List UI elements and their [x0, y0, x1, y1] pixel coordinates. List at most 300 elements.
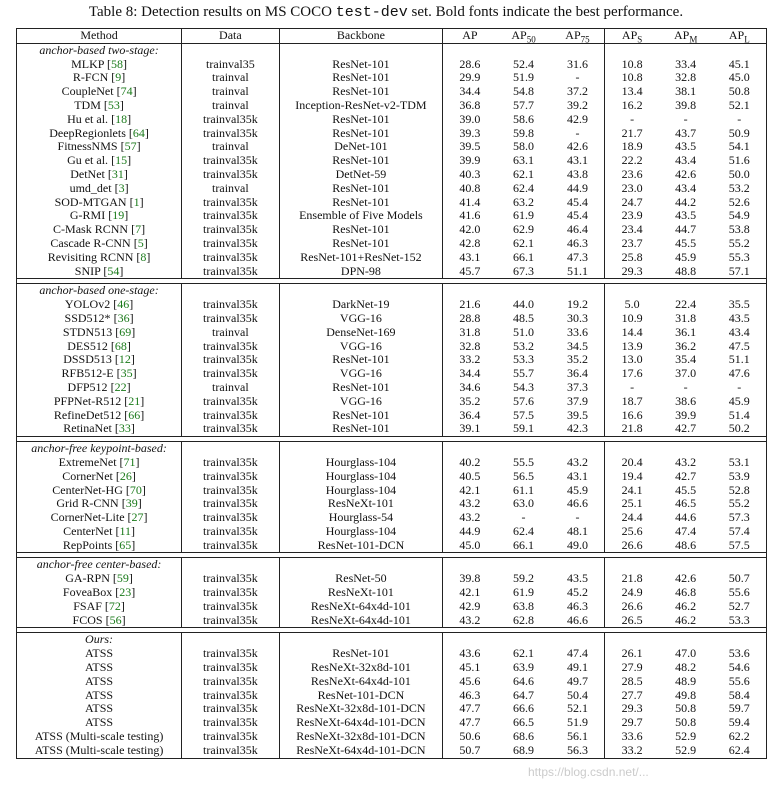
table-row — [17, 484, 767, 498]
citation-link[interactable]: 56 — [109, 612, 122, 627]
cell-aps: 29.3 — [621, 701, 643, 716]
cell-backbone: ResNet-101 — [279, 71, 443, 85]
cell-aps: 26.6 — [621, 598, 643, 613]
cell-ap75: 30.3 — [551, 312, 605, 326]
cell-ap50: 58.0 — [513, 139, 535, 154]
cell-data: trainval35k — [182, 716, 280, 730]
table-row — [17, 367, 767, 381]
section-header — [17, 442, 767, 456]
cell-ap: 40.8 — [459, 180, 481, 195]
cell-data: trainval35k — [182, 409, 280, 423]
cell-ap75: 49.1 — [551, 661, 605, 675]
cell-ap: 43.2 — [459, 510, 481, 525]
table-row — [17, 702, 767, 716]
watermark: https://blog.csdn.net/... — [528, 765, 649, 779]
cell-data: trainval35k — [182, 127, 280, 141]
table-row — [17, 497, 767, 511]
cell-method: ExtremeNet [71] — [17, 456, 182, 470]
cell-apl: 57.5 — [713, 539, 767, 553]
table-row — [17, 586, 767, 600]
cell-backbone: Hourglass-54 — [279, 511, 443, 525]
cell-apm: 50.8 — [675, 715, 697, 730]
cell-apl: 45.1 — [713, 58, 767, 72]
cell-method: Hu et al. [18] — [17, 113, 182, 127]
cell-backbone: Hourglass-104 — [279, 525, 443, 539]
cell-method: ATSS — [17, 716, 182, 730]
cell-apm: 39.9 — [675, 407, 697, 422]
cell-ap50: 56.5 — [513, 468, 535, 483]
cell-aps: 10.9 — [621, 310, 643, 325]
cell-data: trainval35k — [182, 154, 280, 168]
cell-ap50: 62.4 — [513, 180, 535, 195]
cell-apl: 45.0 — [713, 71, 767, 85]
cell-method: RetinaNet [33] — [17, 422, 182, 436]
cell-method: GA-RPN [59] — [17, 572, 182, 586]
cell-aps: 25.8 — [621, 249, 643, 264]
cell-data: trainval35k — [182, 744, 280, 758]
cell-apm: 46.2 — [675, 612, 697, 627]
cell-ap50: 48.5 — [513, 310, 535, 325]
citation-link[interactable]: 68 — [114, 338, 127, 353]
cell-backbone: ResNet-101 — [279, 422, 443, 436]
cell-method: DSSD513 [12] — [17, 353, 182, 367]
cell-backbone: ResNet-101 — [279, 353, 443, 367]
cell-data: trainval35k — [182, 422, 280, 436]
cell-ap75: 49.0 — [551, 539, 605, 553]
cell-ap75: 43.8 — [551, 168, 605, 182]
cell-ap75: 47.4 — [551, 647, 605, 661]
cell-data: trainval35k — [182, 340, 280, 354]
cell-method: TDM [53] — [17, 99, 182, 113]
cell-ap50: 62.8 — [513, 612, 535, 627]
cell-ap50: 54.8 — [513, 84, 535, 99]
citation-link[interactable]: 5 — [137, 235, 144, 250]
cell-aps: 25.6 — [621, 523, 643, 538]
cell-ap: 42.9 — [459, 598, 481, 613]
cell-aps: 16.6 — [621, 407, 643, 422]
citation-link[interactable]: 21 — [128, 393, 141, 408]
cell-method: SOD-MTGAN [1] — [17, 196, 182, 210]
section-header — [17, 43, 767, 57]
cell-method: YOLOv2 [46] — [17, 298, 182, 312]
cell-ap75: - — [551, 71, 605, 85]
cell-ap: 40.5 — [459, 468, 481, 483]
cell-apl: 54.9 — [713, 209, 767, 223]
cell-data: trainval35k — [182, 395, 280, 409]
citation-link[interactable]: 9 — [115, 70, 122, 85]
cell-apm: 45.9 — [675, 249, 697, 264]
citation-link[interactable]: 46 — [117, 297, 130, 312]
cell-ap: 42.1 — [459, 585, 481, 600]
cell-ap75: 36.4 — [551, 367, 605, 381]
cell-apl: 53.6 — [713, 647, 767, 661]
cell-backbone: DPN-98 — [279, 265, 443, 279]
cell-data: trainval35k — [182, 702, 280, 716]
cell-ap: 45.6 — [459, 673, 481, 688]
citation-link[interactable]: 26 — [119, 468, 132, 483]
cell-method: SNIP [54] — [17, 265, 182, 279]
cell-apm: 49.8 — [675, 687, 697, 702]
table-row — [17, 209, 767, 223]
cell-data: trainval35k — [182, 497, 280, 511]
cell-data: trainval35k — [182, 572, 280, 586]
cell-apm: 33.4 — [675, 56, 697, 71]
cell-ap50: 61.9 — [513, 208, 535, 223]
table-body — [17, 43, 767, 758]
cell-aps: 20.4 — [621, 454, 643, 469]
cell-apm: 43.5 — [675, 208, 697, 223]
table-row — [17, 127, 767, 141]
cell-aps: 24.9 — [621, 585, 643, 600]
cell-data: trainval35k — [182, 209, 280, 223]
citation-link[interactable]: 64 — [132, 125, 145, 140]
cell-data: trainval — [182, 326, 280, 340]
cell-backbone: ResNet-101 — [279, 85, 443, 99]
cell-method: DetNet [31] — [17, 168, 182, 182]
cell-aps: 33.6 — [621, 729, 643, 744]
cell-ap: 39.9 — [459, 153, 481, 168]
cell-aps: 24.7 — [621, 194, 643, 209]
cell-ap: 42.8 — [459, 235, 481, 250]
cell-backbone: ResNeXt-64x4d-101 — [279, 600, 443, 614]
cell-apm: 42.6 — [675, 571, 697, 586]
cell-apl: 52.7 — [713, 600, 767, 614]
cell-backbone: ResNet-101 — [279, 409, 443, 423]
cell-ap50: 61.9 — [513, 585, 535, 600]
table-row — [17, 140, 767, 154]
cell-ap75: 56.3 — [551, 744, 605, 758]
header-ap: AP — [443, 29, 497, 44]
citation-link[interactable]: 18 — [115, 111, 128, 126]
cell-apl: 51.4 — [713, 409, 767, 423]
cell-backbone: ResNet-101-DCN — [279, 539, 443, 553]
table-row — [17, 154, 767, 168]
cell-aps: - — [630, 111, 635, 126]
cell-data: trainval35k — [182, 251, 280, 265]
cell-method: ATSS — [17, 675, 182, 689]
cell-data: trainval35k — [182, 600, 280, 614]
cell-method: Revisiting RCNN [8] — [17, 251, 182, 265]
table-row — [17, 298, 767, 312]
cell-ap50: 59.1 — [513, 421, 535, 436]
citation-link[interactable]: 72 — [108, 598, 121, 613]
cell-method: CenterNet [11] — [17, 525, 182, 539]
cell-method: ATSS (Multi-scale testing) — [17, 730, 182, 744]
cell-method: RefineDet512 [66] — [17, 409, 182, 423]
section-title: anchor-free keypoint-based: — [17, 442, 182, 456]
table-row — [17, 223, 767, 237]
cell-method: umd_det [3] — [17, 182, 182, 196]
citation-link[interactable]: 57 — [124, 139, 137, 154]
cell-aps: 24.4 — [621, 510, 643, 525]
table-row — [17, 661, 767, 675]
cell-backbone: ResNeXt-101 — [279, 497, 443, 511]
cell-apl: 55.6 — [713, 586, 767, 600]
cell-ap75: 19.2 — [551, 298, 605, 312]
cell-data: trainval35k — [182, 539, 280, 553]
cell-ap50: 52.4 — [513, 56, 535, 71]
table-row — [17, 196, 767, 210]
citation-link[interactable]: 39 — [125, 496, 138, 511]
cell-method: R-FCN [9] — [17, 71, 182, 85]
cell-method: FCOS [56] — [17, 614, 182, 628]
cell-apm: 36.2 — [675, 338, 697, 353]
cell-aps: 26.1 — [621, 646, 643, 661]
cell-ap50: 57.5 — [513, 407, 535, 422]
table-row — [17, 58, 767, 72]
citation-link[interactable]: 3 — [118, 180, 125, 195]
cell-ap50: 63.1 — [513, 153, 535, 168]
cell-method: FSAF [72] — [17, 600, 182, 614]
cell-backbone: Hourglass-104 — [279, 456, 443, 470]
cell-data: trainval35k — [182, 237, 280, 251]
cell-backbone: ResNet-101 — [279, 182, 443, 196]
table-row — [17, 572, 767, 586]
citation-link[interactable]: 15 — [115, 153, 128, 168]
citation-link[interactable]: 65 — [119, 537, 132, 552]
cell-apm: 46.8 — [675, 585, 697, 600]
cell-ap75: 42.9 — [551, 113, 605, 127]
cell-ap: 34.4 — [459, 366, 481, 381]
citation-link[interactable]: 66 — [128, 407, 141, 422]
cell-backbone: ResNet-101 — [279, 381, 443, 395]
table-row — [17, 85, 767, 99]
citation-link[interactable]: 12 — [118, 352, 131, 367]
cell-apl: 62.4 — [713, 744, 767, 758]
cell-backbone: DetNet-59 — [279, 168, 443, 182]
cell-ap: 36.4 — [459, 407, 481, 422]
cell-backbone: VGG-16 — [279, 340, 443, 354]
cell-aps: - — [630, 379, 635, 394]
cell-method: G-RMI [19] — [17, 209, 182, 223]
citation-link[interactable]: 22 — [114, 379, 127, 394]
citation-link[interactable]: 53 — [107, 97, 120, 112]
cell-apl: 55.2 — [713, 497, 767, 511]
cell-method: MLKP [58] — [17, 58, 182, 72]
cell-data: trainval35k — [182, 113, 280, 127]
cell-backbone: DarkNet-19 — [279, 298, 443, 312]
cell-ap50: 63.2 — [513, 194, 535, 209]
cell-ap: 50.7 — [443, 744, 497, 758]
citation-link[interactable]: 54 — [107, 263, 120, 278]
cell-ap75: 52.1 — [551, 702, 605, 716]
cell-aps: 26.6 — [621, 537, 643, 552]
cell-aps: 25.1 — [621, 496, 643, 511]
cell-ap75: 42.3 — [551, 422, 605, 436]
cell-apl: 62.2 — [713, 730, 767, 744]
cell-apl: 58.4 — [713, 689, 767, 703]
cell-apm: 52.9 — [659, 744, 713, 758]
cell-backbone: DeNet-101 — [279, 140, 443, 154]
table-row — [17, 395, 767, 409]
table-row — [17, 251, 767, 265]
cell-aps: 29.3 — [621, 263, 643, 278]
cell-data: trainval35k — [182, 661, 280, 675]
citation-link[interactable]: 33 — [118, 421, 131, 436]
cell-ap75: 43.1 — [551, 154, 605, 168]
header-apl: $AP_L$ — [713, 29, 767, 44]
cell-method: Cascade R-CNN [5] — [17, 237, 182, 251]
cell-ap75: 39.5 — [551, 409, 605, 423]
citation-link[interactable]: 19 — [112, 208, 125, 223]
citation-link[interactable]: 58 — [111, 56, 124, 71]
cell-aps: 24.1 — [621, 482, 643, 497]
cell-apm: 37.0 — [675, 366, 697, 381]
cell-apm: 42.7 — [675, 421, 697, 436]
caption-suffix: set. Bold fonts indicate the best performance. — [407, 4, 684, 20]
citation-link[interactable]: 11 — [119, 523, 131, 538]
cell-ap50: 51.0 — [513, 324, 535, 339]
cell-aps: 16.2 — [621, 97, 643, 112]
cell-aps: 13.9 — [621, 338, 643, 353]
cell-data: trainval — [182, 182, 280, 196]
cell-data: trainval35k — [182, 614, 280, 628]
header-ap50: $AP_{50}$ — [497, 29, 551, 44]
cell-ap50: 66.5 — [513, 715, 535, 730]
cell-ap50: 58.6 — [513, 111, 535, 126]
section-title: anchor-based one-stage: — [17, 284, 182, 298]
cell-backbone: ResNet-101 — [279, 127, 443, 141]
cell-ap: 39.3 — [459, 125, 481, 140]
cell-ap: 42.1 — [459, 482, 481, 497]
cell-data: trainval35k — [182, 586, 280, 600]
table-row — [17, 730, 767, 744]
cell-backbone: ResNet-101 — [279, 196, 443, 210]
cell-ap75: 43.2 — [551, 456, 605, 470]
citation-link[interactable]: 71 — [123, 454, 136, 469]
cell-ap75: 46.3 — [551, 237, 605, 251]
cell-backbone: ResNeXt-101 — [279, 586, 443, 600]
citation-link[interactable]: 74 — [120, 84, 133, 99]
section-title: anchor-free center-based: — [17, 558, 182, 572]
cell-ap: 45.1 — [459, 660, 481, 675]
cell-ap: 28.8 — [459, 310, 481, 325]
cell-data: trainval35k — [182, 223, 280, 237]
citation-link[interactable]: 27 — [131, 510, 144, 525]
cell-ap50: 64.6 — [513, 673, 535, 688]
cell-aps: 28.5 — [621, 673, 643, 688]
cell-ap75: 37.3 — [551, 381, 605, 395]
cell-ap: 45.7 — [459, 263, 481, 278]
cell-ap50: 62.1 — [513, 235, 535, 250]
citation-link[interactable]: 35 — [120, 366, 133, 381]
cell-apm: 38.1 — [675, 84, 697, 99]
cell-apl: - — [713, 113, 767, 127]
cell-method: Gu et al. [15] — [17, 154, 182, 168]
cell-ap75: 46.4 — [551, 223, 605, 237]
citation-link[interactable]: 36 — [117, 310, 130, 325]
cell-ap50: 57.7 — [513, 97, 535, 112]
cell-apl: 55.3 — [713, 251, 767, 265]
cell-backbone: ResNet-101 — [279, 154, 443, 168]
section-title: Ours: — [17, 633, 182, 647]
cell-backbone: ResNet-101 — [279, 223, 443, 237]
cell-apm: 22.4 — [675, 297, 697, 312]
cell-ap: 28.6 — [459, 56, 481, 71]
cell-apm: 31.8 — [675, 310, 697, 325]
cell-method: PFPNet-R512 [21] — [17, 395, 182, 409]
cell-aps: 23.9 — [621, 208, 643, 223]
citation-link[interactable]: 23 — [119, 585, 132, 600]
cell-backbone: ResNeXt-32x8d-101-DCN — [279, 702, 443, 716]
cell-backbone: ResNet-101 — [279, 113, 443, 127]
cell-backbone: ResNet-50 — [279, 572, 443, 586]
cell-ap50: 66.1 — [513, 249, 535, 264]
cell-backbone: ResNet-101+ResNet-152 — [279, 251, 443, 265]
cell-ap: 41.6 — [459, 208, 481, 223]
cell-data: trainval — [182, 381, 280, 395]
cell-method: DES512 [68] — [17, 340, 182, 354]
cell-data: trainval35k — [182, 168, 280, 182]
cell-apl: 54.6 — [713, 661, 767, 675]
cell-aps: 18.7 — [621, 393, 643, 408]
cell-apl: 50.0 — [713, 168, 767, 182]
citation-link[interactable]: 69 — [119, 324, 132, 339]
cell-ap50: 66.1 — [513, 537, 535, 552]
cell-method: Grid R-CNN [39] — [17, 497, 182, 511]
cell-data: trainval35k — [182, 511, 280, 525]
cell-ap50: 61.1 — [513, 482, 535, 497]
cell-ap: 42.0 — [459, 222, 481, 237]
cell-aps: 27.7 — [621, 687, 643, 702]
cell-apm: 48.6 — [675, 537, 697, 552]
caption-code: test-dev — [335, 4, 408, 21]
cell-apm: 52.9 — [675, 729, 697, 744]
cell-backbone: ResNeXt-64x4d-101 — [279, 675, 443, 689]
cell-method: CenterNet-HG [70] — [17, 484, 182, 498]
cell-backbone: VGG-16 — [279, 312, 443, 326]
cell-apm: - — [683, 111, 688, 126]
cell-aps: 19.4 — [621, 468, 643, 483]
citation-link[interactable]: 7 — [135, 222, 142, 237]
cell-ap: 32.8 — [459, 338, 481, 353]
cell-apm: 44.2 — [675, 194, 697, 209]
cell-apl: 47.6 — [713, 367, 767, 381]
cell-ap: 40.3 — [459, 166, 481, 181]
table-row — [17, 539, 767, 553]
section-title: anchor-based two-stage: — [17, 43, 182, 57]
citation-link[interactable]: 1 — [133, 194, 140, 209]
table-row — [17, 340, 767, 354]
cell-apm: 38.6 — [675, 393, 697, 408]
cell-backbone: ResNeXt-32x8d-101 — [279, 661, 443, 675]
citation-link[interactable]: 59 — [116, 571, 129, 586]
table-row — [17, 511, 767, 525]
citation-link[interactable]: 70 — [129, 482, 142, 497]
cell-aps: 14.4 — [621, 324, 643, 339]
table-row — [17, 470, 767, 484]
cell-ap: 43.2 — [459, 612, 481, 627]
cell-backbone: ResNet-101 — [279, 647, 443, 661]
cell-method: ATSS — [17, 689, 182, 703]
cell-ap50: 63.8 — [513, 598, 535, 613]
cell-data: trainval35k — [182, 196, 280, 210]
table-row — [17, 647, 767, 661]
cell-apl: 51.1 — [713, 353, 767, 367]
citation-link[interactable]: 8 — [140, 249, 147, 264]
cell-apl: 53.2 — [713, 182, 767, 196]
cell-ap75: - — [551, 511, 605, 525]
cell-ap: 43.2 — [459, 496, 481, 511]
cell-backbone: Ensemble of Five Models — [279, 209, 443, 223]
results-table — [16, 28, 767, 759]
cell-data: trainval — [182, 140, 280, 154]
citation-link[interactable]: 31 — [111, 166, 124, 181]
cell-apm: - — [683, 379, 688, 394]
cell-aps: 33.2 — [605, 744, 659, 758]
cell-ap75: 51.1 — [551, 265, 605, 279]
header-backbone: Backbone — [279, 29, 443, 44]
